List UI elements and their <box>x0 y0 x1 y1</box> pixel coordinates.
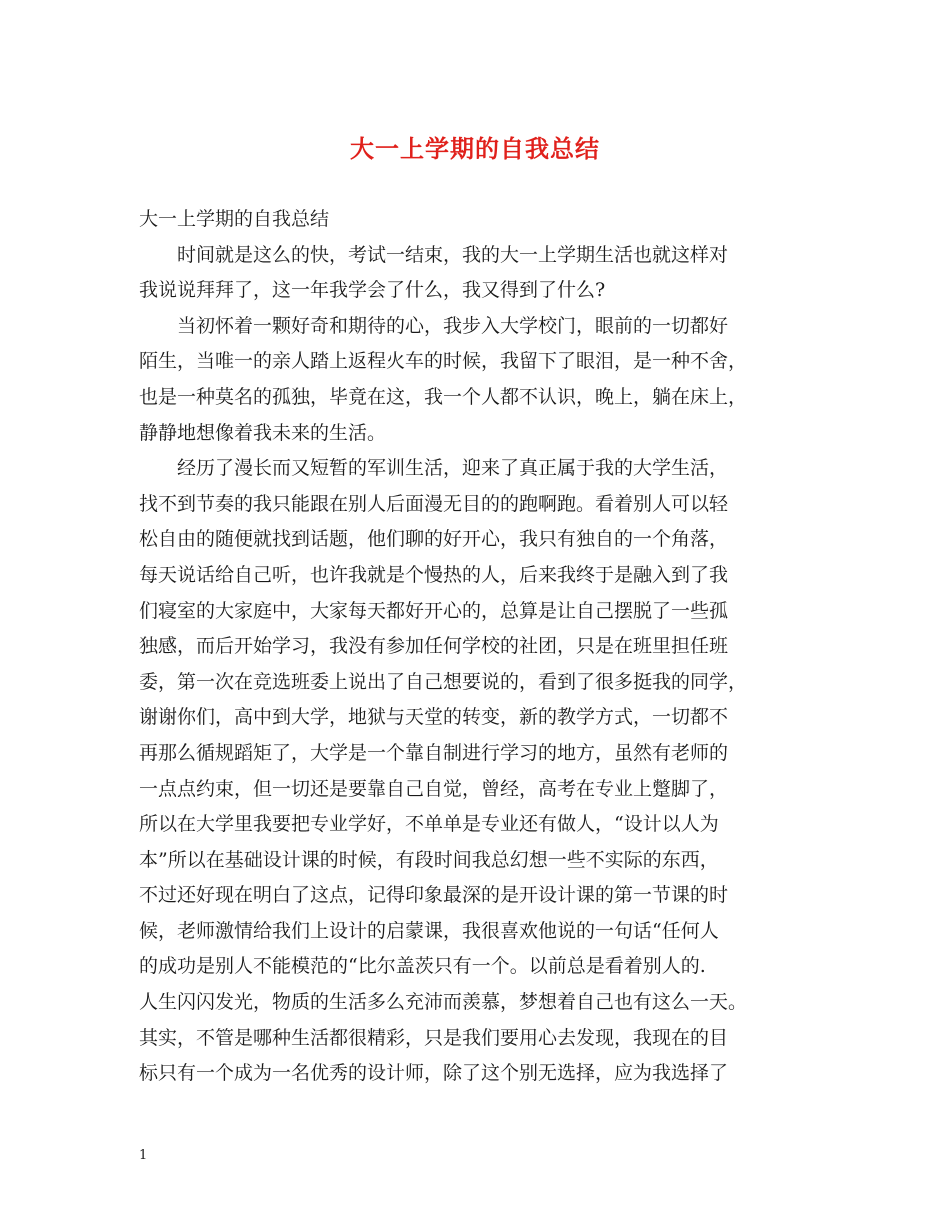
document-body <box>139 202 839 1092</box>
document-title: 大一上学期的自我总结 <box>350 134 600 163</box>
document-subtitle: 大一上学期的自我总结 <box>139 208 330 230</box>
paragraph-2: 当初怀着一颗好奇和期待的心，我步入大学校门，眼前的一切都好 陌生，当唯一的亲人踏上返程火车的时候，我留下了眼泪，是一种不舍， 也是一种莫名的孤独，毕竟在这，我一个人都不认识，晚上，躺在床上， 静静地想像着我未来的生活。 <box>139 314 748 444</box>
page-number: 1 <box>139 1148 148 1163</box>
paragraph-3: 经历了漫长而又短暂的军训生活，迎来了真正属于我的大学生活， 找不到节奏的我只能跟在别人后面漫无目的的跑啊跑。看着别人可以轻 松自由的随便就找到话题，他们聊的好开心，我只有独自的一个角落， 每天说话给自己听，也许我就是个慢热的人，后来我终于是融入到了我 们寝室的大家庭中，大家每天都好开心的，总算是让自己摆脱了一些孤 独感，而后开始学习，我没有参加任何学校的社团，只是在班里担任班 委，第一次在竞选班委上说出了自己想要说的，看到了很多挺我的同学， 谢谢你们，高中到大学，地狱与天堂的转变，新的教学方式，一切都不 再那么循规蹈矩了，大学是一个靠自制进行学习的地方，虽然有老师的 一点点约束，但一切还是要靠自己自觉，曾经，高考在专业上蹩脚了， 所以在大学里我要把专业学好，不单单是专业还有做人，“设计以人为 本”所以在基础设计课的时候，有段时间我总幻想一些不实际的东西， 不过还好现在明白了这点，记得印象最深的是开设计课的第一节课的时 候，老师激情给我们上设计的启蒙课，我很喜欢他说的一句话“任何人 的成功是别人不能模范的“比尔盖茨只有一个。以前总是看着别人的. 人生闪闪发光，物质的生活多么充沛而羡慕，梦想着自己也有这么一天。 其实，不管是哪种生活都很精彩，只是我们要用心去发现，我现在的目 标只有一个成为一名优秀的设计师，除了这个别无选择，应为我选择了 <box>139 457 748 1085</box>
paragraph-1: 时间就是这么的快，考试一结束，我的大一上学期生活也就这样对 我说说拜拜了，这一年我学会了什么，我又得到了什么? <box>139 243 729 302</box>
